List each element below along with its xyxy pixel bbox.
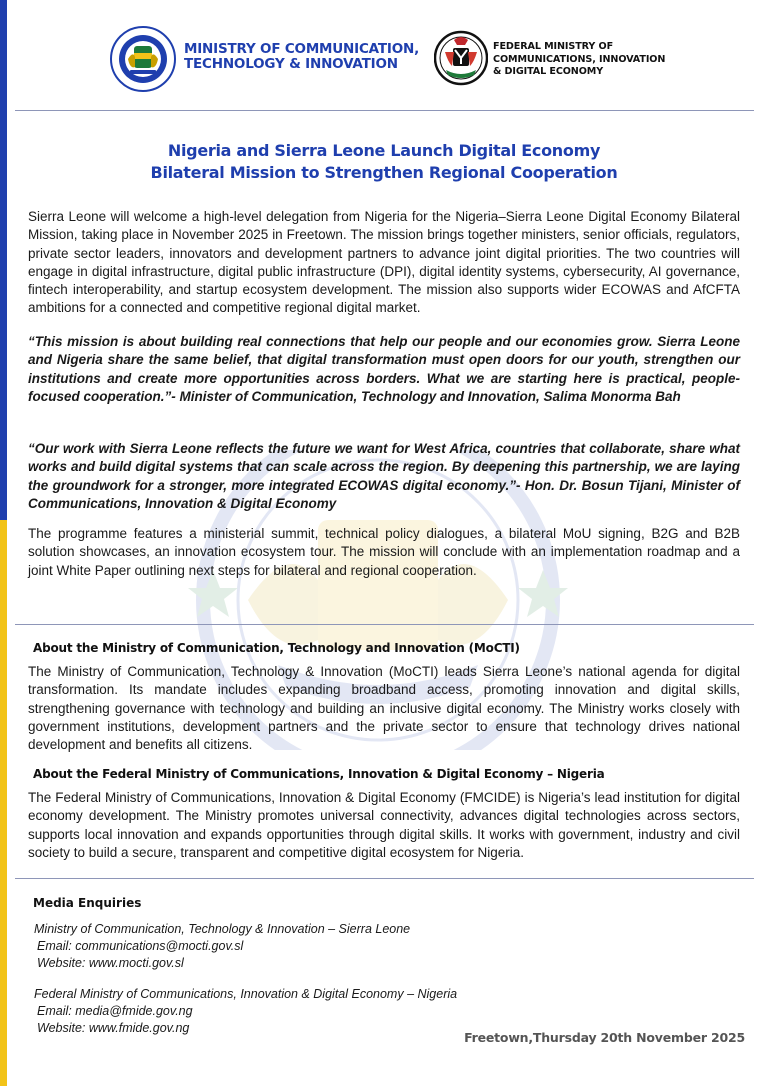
section-divider bbox=[15, 624, 754, 625]
sierra-leone-coat-of-arms-icon bbox=[110, 26, 176, 92]
programme-paragraph: The programme features a ministerial summit, technical policy dialogues, a bilateral MoU signing, B2G and B2B solution showcases, an innovation ecosystem tour. The mission will conclude with an implementation roadmap and a joint White Paper outlining next steps for bilateral and regional cooperation. bbox=[28, 526, 740, 578]
contact-website[interactable]: Website: www.fmide.gov.ng bbox=[37, 1021, 190, 1035]
right-ministry-line2: COMMUNICATIONS, INNOVATION bbox=[493, 53, 666, 65]
quote-bosun-tijani: “Our work with Sierra Leone reflects the future we want for West Africa, countries that collaborate, share what works and build digital systems that can scale across the region. By deepening this partnership, we are laying the groundwork for a stronger, more integrated ECOWAS digital economy.”- Hon. Dr. Bosun Tijani, Minister of Communications, Innovation & Digital Economy bbox=[28, 441, 740, 511]
quote-salima-bah: “This mission is about building real connections that help our people and our economies grow. Sierra Leone and Nigeria share the same belief, that digital transformation must open doors for our youth, strengthen our institutions and create more opportunities across borders. What we are starting here is practical, people-focused cooperation.”- Minister of Communication, Technology and Innovation, Salima Monorma Bah bbox=[28, 334, 740, 404]
about-fmcide-heading: About the Federal Ministry of Communications, Innovation & Digital Economy – Nigeria bbox=[33, 767, 605, 781]
title-line1: Nigeria and Sierra Leone Launch Digital Economy bbox=[167, 141, 601, 160]
left-ministry-name bbox=[184, 42, 424, 72]
left-ministry-line2: TECHNOLOGY & INNOVATION bbox=[184, 56, 398, 72]
letterhead bbox=[0, 24, 768, 104]
intro-paragraph: Sierra Leone will welcome a high-level delegation from Nigeria for the Nigeria–Sierra Leone Digital Economy Bilateral Mission, taking place in November 2025 in Freetown. The mission brings together ministers, senior officials, regulators, private sector leaders, innovators and development partners to advance joint digital priorities. The two countries will engage in digital infrastructure, digital public infrastructure (DPI), digital identity systems, cybersecurity, AI governance, fintech interoperability, and startup ecosystem development. The mission also supports wider ECOWAS and AfCFTA ambitions for a connected and competitive regional digital market. bbox=[28, 209, 740, 316]
media-divider bbox=[15, 878, 754, 879]
right-ministry-line1: FEDERAL MINISTRY OF bbox=[493, 41, 614, 52]
about-fmcide-text: The Federal Ministry of Communications, Innovation & Digital Economy (FMCIDE) is Nigeria’s lead institution for digital economy development. The Ministry promotes universal connectivity, advances digital technologies across sectors, supports local innovation and expands opportunities through digital skills. It works with government, industry and civil society to build a secure, transparent and competitive digital ecosystem for Nigeria. bbox=[28, 790, 740, 860]
right-ministry-line3: & DIGITAL ECONOMY bbox=[493, 66, 604, 77]
contact-nigeria bbox=[34, 986, 457, 1037]
about-mocti-text: The Ministry of Communication, Technology & Innovation (MoCTI) leads Sierra Leone’s national agenda for digital transformation. Its mandate includes expanding broadband access, promoting innovation and digital skills, strengthening governance with technology and building an inclusive digital economy. The Ministry works closely with government institutions, development partners and the private sector to ensure that technology drives national development and benefits all citizens. bbox=[28, 664, 740, 753]
title-line2: Bilateral Mission to Strengthen Regional Cooperation bbox=[150, 163, 618, 182]
side-accent-yellow bbox=[0, 520, 7, 1086]
contact-org: Ministry of Communication, Technology & Innovation – Sierra Leone bbox=[34, 922, 411, 936]
about-mocti-heading: About the Ministry of Communication, Technology and Innovation (MoCTI) bbox=[33, 641, 520, 655]
media-enquiries-heading: Media Enquiries bbox=[33, 896, 142, 910]
header-divider bbox=[15, 110, 754, 111]
right-ministry-name bbox=[493, 41, 693, 79]
dateline: Freetown,Thursday 20th November 2025 bbox=[464, 1030, 745, 1045]
contact-website[interactable]: Website: www.mocti.gov.sl bbox=[37, 956, 184, 970]
contact-email[interactable]: Email: communications@mocti.gov.sl bbox=[37, 939, 244, 953]
contact-email[interactable]: Email: media@fmide.gov.ng bbox=[37, 1004, 193, 1018]
contact-sierra-leone bbox=[34, 921, 410, 972]
contact-org: Federal Ministry of Communications, Innovation & Digital Economy – Nigeria bbox=[34, 987, 458, 1001]
nigeria-coat-of-arms-icon bbox=[434, 30, 488, 86]
left-ministry-line1: MINISTRY OF COMMUNICATION, bbox=[184, 41, 420, 57]
page-title bbox=[40, 140, 728, 184]
